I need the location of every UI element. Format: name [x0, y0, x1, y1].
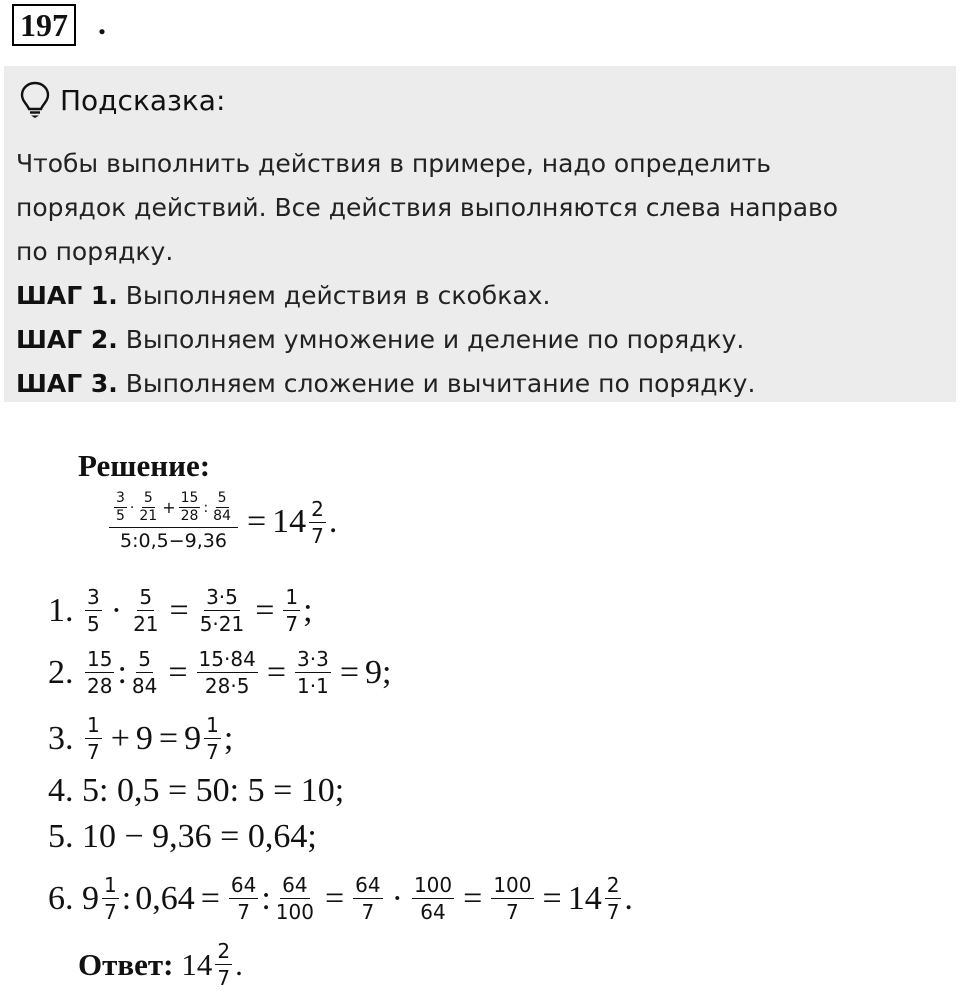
whole-part: 14	[272, 503, 307, 540]
denominator: 7	[285, 612, 299, 636]
denominator: 7	[206, 740, 219, 764]
denominator: 21	[139, 508, 158, 524]
hint-header	[20, 80, 225, 120]
lightbulb-icon	[20, 81, 50, 119]
solution-title: Решение:	[78, 448, 211, 483]
denominator: 5·21	[199, 612, 245, 636]
denominator: 7	[104, 900, 117, 924]
denominator: 84	[213, 508, 231, 524]
step-expression: 10 − 9,36 = 0,64;	[82, 818, 317, 855]
hint-step-1	[16, 274, 946, 318]
numerator: 64	[230, 873, 257, 897]
numerator: 64	[282, 873, 308, 897]
mixed-number	[272, 496, 329, 549]
numerator: 15	[87, 647, 113, 671]
numerator: 2	[311, 496, 324, 521]
numerator: 5	[138, 647, 151, 671]
denominator: 5	[116, 508, 125, 524]
numerator: 64	[355, 873, 381, 897]
complex-denominator: 5:0,5−9,36	[120, 530, 227, 552]
denominator: 84	[131, 674, 158, 698]
whole-part: 14	[567, 879, 602, 917]
denominator: 7	[506, 900, 519, 924]
solution-step-5	[48, 818, 317, 856]
solution-step-1: 1. $\frac{3}{5}$ · $\frac{5}{21}$ = $\frac{3\cdot 5}{5\cdot 21}$ = $\frac{1}{7}$ ;	[48, 585, 313, 636]
numerator: 2	[217, 939, 231, 963]
denominator: 100	[275, 900, 314, 924]
exercise-number: 197	[12, 4, 76, 46]
step-text: Выполняем сложение и вычитание по порядку.	[125, 369, 756, 398]
step-expression: 5: 0,5 = 50: 5 = 10;	[82, 772, 345, 809]
whole-part: 9	[184, 719, 202, 757]
hint-title: Подсказка:	[60, 83, 226, 117]
numerator: 15	[180, 490, 199, 506]
answer-label: Ответ:	[78, 946, 174, 982]
solution-step-4	[48, 772, 344, 810]
hint-box	[4, 66, 956, 402]
solution-step-3: 3. $\frac{1}{7}$ + 9 = 9 $\frac{1}{7}$ ;	[48, 713, 234, 764]
denominator: 7	[217, 966, 231, 990]
exercise-number-dot: .	[98, 5, 106, 41]
step-index: 5.	[48, 818, 74, 855]
numerator: 1	[206, 713, 219, 737]
numerator: 100	[493, 873, 532, 897]
decimal: 0,64	[135, 879, 195, 917]
denominator: 7	[311, 523, 324, 548]
numerator: 1	[104, 873, 117, 897]
step-index: 2.	[48, 653, 74, 691]
hint-body	[16, 142, 946, 406]
denominator: 28	[180, 508, 199, 524]
numerator: 5	[217, 490, 227, 506]
step-text: Выполняем действия в скобках.	[125, 281, 551, 310]
denominator: 21	[133, 612, 159, 636]
hint-line: по порядку.	[16, 237, 174, 266]
denominator: 7	[606, 900, 620, 924]
numerator: 5	[139, 585, 153, 609]
denominator: 1·1	[297, 674, 329, 698]
whole-part: 14	[181, 946, 213, 982]
solution-step-2: 2. $\frac{15}{28}$ : $\frac{5}{84}$ = $\frac{15\cdot 84}{28\cdot 5}$ = $\frac{3\cdot 3}{1\cdot 1}$ = 9 ;	[48, 647, 392, 698]
numerator: 1	[87, 713, 100, 737]
step-label: ШАГ 2.	[16, 325, 118, 354]
numerator: 5	[143, 490, 153, 506]
numerator: 3·5	[206, 585, 238, 609]
main-expression: $\frac{3}{5}$ · $\frac{5}{21}$ + $\frac{15}{28}$ : $\frac{5}{84}$ 5:0,5−9,36 = 14 $\frac{2}{7}$ .	[106, 490, 337, 554]
equals-sign: =	[246, 503, 267, 540]
denominator: 7	[361, 900, 375, 924]
step-index: 1.	[48, 591, 74, 629]
step-label: ШАГ 3.	[16, 369, 118, 398]
numerator: 15·84	[198, 647, 256, 671]
hint-step-2	[16, 318, 946, 362]
hint-step-3	[16, 362, 946, 406]
addend: 9	[135, 719, 153, 757]
numerator: 3	[116, 490, 125, 506]
numerator: 2	[606, 873, 620, 897]
numerator: 1	[285, 585, 299, 609]
denominator: 7	[237, 900, 250, 924]
whole-part: 9	[82, 879, 99, 917]
hint-line: порядок действий. Все действия выполняются слева направо	[16, 193, 839, 222]
answer: Ответ: 14 $\frac{2}{7}$ .	[78, 939, 243, 990]
numerator: 100	[413, 873, 453, 897]
complex-numerator: $\frac{3}{5}$ · $\frac{5}{21}$ + $\frac{15}{28}$ : $\frac{5}{84}$	[109, 490, 238, 528]
denominator: 28	[87, 674, 113, 698]
step-index: 6.	[48, 879, 74, 917]
hint-line: Чтобы выполнить действия в примере, надо определить	[16, 149, 772, 178]
step-index: 3.	[48, 719, 74, 757]
step-index: 4.	[48, 772, 74, 809]
complex-fraction	[109, 490, 238, 554]
denominator: 64	[420, 900, 446, 924]
numerator: 3·3	[297, 647, 329, 671]
denominator: 5	[87, 612, 100, 636]
denominator: 28·5	[204, 674, 250, 698]
denominator: 7	[87, 740, 100, 764]
numerator: 3	[87, 585, 100, 609]
step-text: Выполняем умножение и деление по порядку.	[125, 325, 745, 354]
solution-step-6: 6. 9 $\frac{1}{7}$ : 0,64 = $\frac{64}{7}$ : $\frac{64}{100}$ = $\frac{64}{7}$ · $\frac{100}{64}$ = $\frac{100}{7}$ = 14 $\frac{2}{7}$ .	[48, 873, 633, 924]
result: 9	[365, 653, 382, 691]
step-label: ШАГ 1.	[16, 281, 118, 310]
